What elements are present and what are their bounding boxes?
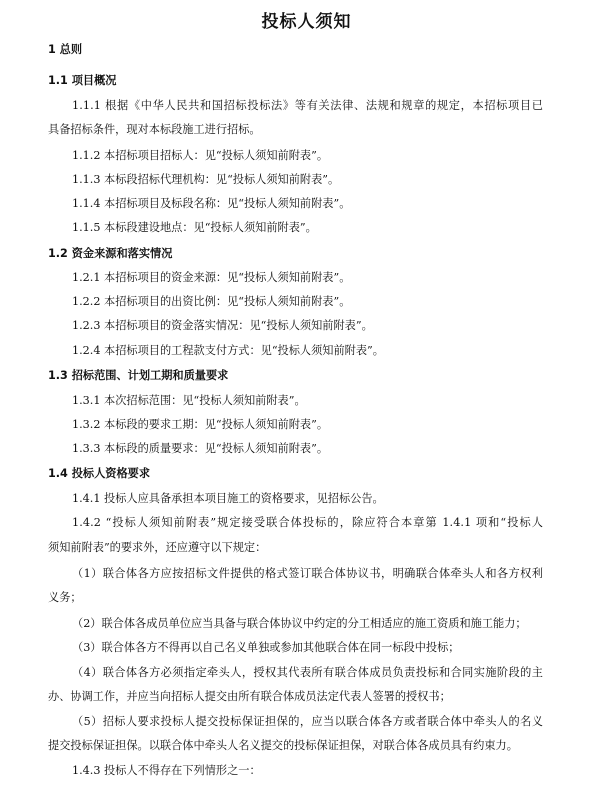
clause-1-3-1: 1.3.1 本次招标范围：见“投标人须知前附表”。 xyxy=(72,394,306,407)
section-1-heading: 1 总则 xyxy=(48,43,83,56)
item-3: （3）联合体各方不得再以自己名义单独或参加其他联合体在同一标段中投标； xyxy=(72,641,460,654)
clause-1-3-3: 1.3.3 本标段的质量要求：见“投标人须知前附表”。 xyxy=(72,442,329,455)
clause-1-2-4: 1.2.4 本招标项目的工程款支付方式：见“投标人须知前附表”。 xyxy=(72,344,384,357)
document-title: 投标人须知 xyxy=(261,12,352,32)
item-1-line-1: （1）联合体各方应按招标文件提供的格式签订联合体协议书，明确联合体牵头人和各方权利 xyxy=(72,567,543,580)
clause-1-2-3: 1.2.3 本招标项目的资金落实情况：见“投标人须知前附表”。 xyxy=(72,319,373,332)
clause-1-1-3: 1.1.3 本标段招标代理机构：见“投标人须知前附表”。 xyxy=(72,173,340,186)
item-4-line-2: 办、协调工作，并应当向招标人提交由所有联合体成员法定代表人签署的授权书； xyxy=(48,690,451,703)
clause-1-1-1-line-2: 具备招标条件，现对本标段施工进行招标。 xyxy=(48,123,261,136)
item-1-line-2: 义务； xyxy=(48,591,82,604)
section-1-1-heading: 1.1 项目概况 xyxy=(48,74,117,87)
clause-1-2-1: 1.2.1 本招标项目的资金来源：见“投标人须知前附表”。 xyxy=(72,271,351,284)
section-1-3-heading: 1.3 招标范围、计划工期和质量要求 xyxy=(48,369,229,382)
clause-1-1-2: 1.1.2 本招标项目招标人：见“投标人须知前附表”。 xyxy=(72,149,329,162)
clause-1-4-1: 1.4.1 投标人应具备承担本项目施工的资格要求，见招标公告。 xyxy=(72,492,384,505)
clause-1-4-2-line-2: 须知前附表”的要求外，还应遵守以下规定： xyxy=(48,541,267,554)
section-1-2-heading: 1.2 资金来源和落实情况 xyxy=(48,247,173,260)
section-1-4-heading: 1.4 投标人资格要求 xyxy=(48,467,151,480)
item-2: （2）联合体各成员单位应当具备与联合体协议中约定的分工相适应的施工资质和施工能力； xyxy=(72,617,527,630)
clause-1-2-2: 1.2.2 本招标项目的出资比例：见“投标人须知前附表”。 xyxy=(72,295,351,308)
item-4-line-1: （4）联合体各方必须指定牵头人，授权其代表所有联合体成员负责投标和合同实施阶段的主 xyxy=(72,666,543,679)
clause-1-3-2: 1.3.2 本标段的要求工期：见“投标人须知前附表”。 xyxy=(72,418,329,431)
clause-1-4-2-line-1: 1.4.2 “投标人须知前附表”规定接受联合体投标的，除应符合本章第 1.4.1 项和“投标人 xyxy=(72,516,543,529)
clause-1-1-5: 1.1.5 本标段建设地点：见“投标人须知前附表”。 xyxy=(72,221,317,234)
item-5-line-1: （5）招标人要求投标人提交投标保证担保的，应当以联合体各方或者联合体中牵头人的名义 xyxy=(72,715,543,728)
item-5-line-2: 提交投标保证担保。以联合体中牵头人名义提交的投标保证担保，对联合体各成员具有约束力。 xyxy=(48,739,518,752)
clause-1-4-3: 1.4.3 投标人不得存在下列情形之一： xyxy=(72,764,261,777)
clause-1-1-4: 1.1.4 本招标项目及标段名称：见“投标人须知前附表”。 xyxy=(72,197,351,210)
clause-1-1-1-line-1: 1.1.1 根据《中华人民共和国招标投标法》等有关法律、法规和规章的规定，本招标项目已 xyxy=(72,99,543,112)
